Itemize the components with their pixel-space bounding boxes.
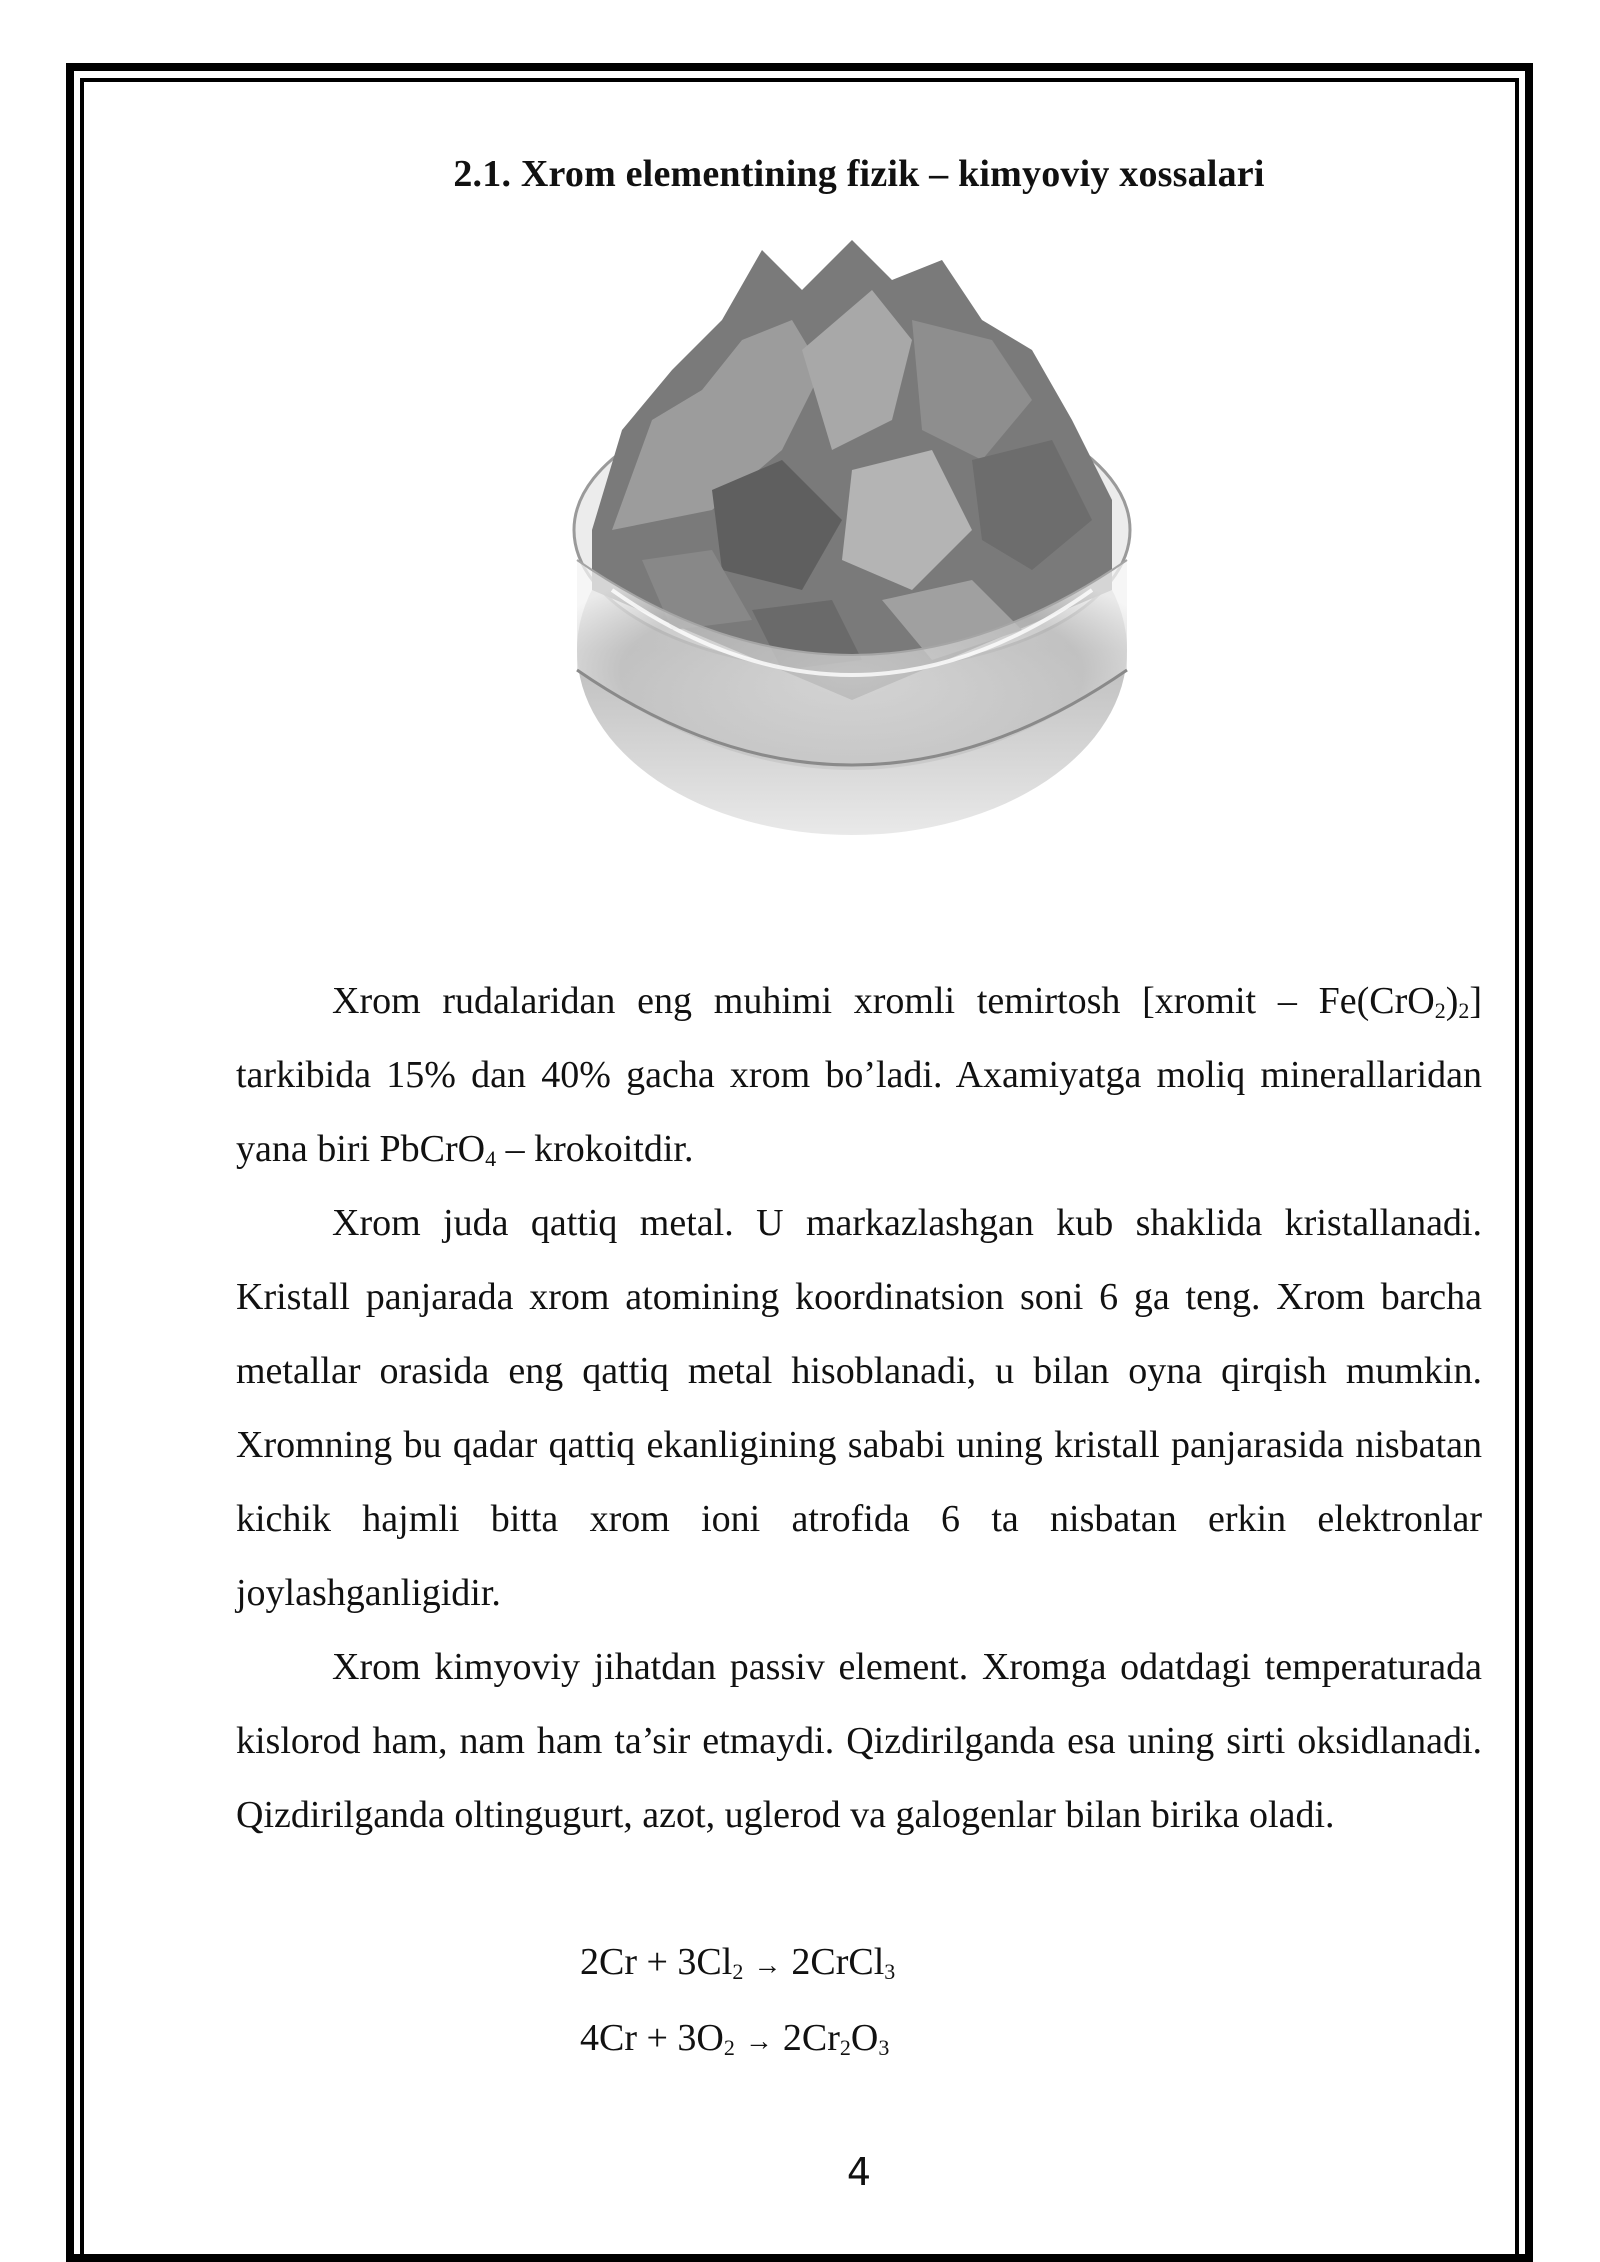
- paragraph-chemical-passivity: Xrom kimyoviy jihatdan passiv element. Xromga odatdagi temperaturada kislorod ham, nam ham ta’sir etmaydi. Qizdirilganda esa uning sirti oksidlanadi. Qizdirilganda oltingugurt, azot, uglerod va galogenlar bilan birika oladi.: [236, 1646, 1482, 1836]
- page-number: 4: [846, 2150, 872, 2194]
- equation-chlorine: $2Cr + 3Cl_2$ → 2CrCl$_3$: [580, 1941, 896, 1984]
- paragraph-hardness: Xrom juda qattiq metal. U markazlashgan kub shaklida kristallanadi. Kristall panjarada xrom atomining koordinatsion soni 6 ga teng. Xrom barcha metallar orasida eng qattiq metal hisoblanadi, u bilan oyna qirqish mumkin. Xromning bu qadar qattiq ekanligining sababi uning kristall panjarasida nisbatan kichik hajmli bitta xrom ioni atrofida 6 ta nisbatan erkin elektronlar joylashganligidir.: [236, 1202, 1482, 1614]
- arrow-icon: →: [753, 1950, 782, 1981]
- equation-oxygen: $4Cr + 3O_2 \to 2Cr_2O_3$: [580, 2017, 890, 2060]
- arrow-icon: →: [744, 2026, 773, 2057]
- section-title: 2.1. Xrom elementining fizik – kimyoviy xossalari: [453, 153, 1265, 195]
- paragraph-chromite: Xrom rudalaridan eng muhimi xromli temirtosh [xromit – $Fe(CrO_2)_2$] tarkibida 15% dan 40% gacha xrom bo’ladi. Axamiyatga moliq minerallaridan yana biri PbCrO$_4$ – krokoitdir.: [236, 980, 1482, 1171]
- chromium-flakes-photo: [552, 230, 1172, 870]
